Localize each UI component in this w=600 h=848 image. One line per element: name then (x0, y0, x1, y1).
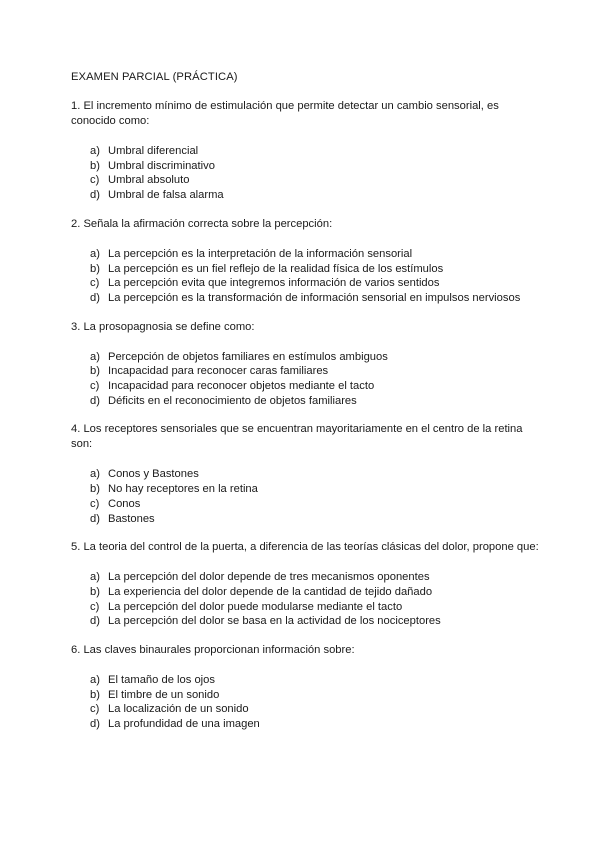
option-text: La percepción es la transformación de información sensorial en impulsos nerviosos (108, 291, 521, 304)
option-item (90, 497, 541, 512)
option-item (90, 673, 541, 688)
option-item (90, 247, 541, 262)
option-letter: d) (90, 394, 100, 407)
option-letter: a) (90, 247, 100, 260)
exam-title: EXAMEN PARCIAL (PRÁCTICA) (71, 71, 238, 83)
option-list (90, 350, 541, 409)
option-text: La percepción es un fiel reflejo de la realidad física de los estímulos (108, 262, 444, 275)
option-item (90, 262, 541, 277)
option-item (90, 688, 541, 703)
option-item (90, 394, 541, 409)
option-text: Conos (108, 497, 141, 510)
option-text: Conos y Bastones (108, 468, 199, 481)
option-text: Umbral de falsa alarma (108, 189, 224, 202)
option-letter: a) (90, 468, 100, 481)
question-text: 2. Señala la afirmación correcta sobre la percepción: (71, 217, 333, 230)
option-text: El timbre de un sonido (108, 688, 220, 701)
option-item (90, 482, 541, 497)
option-text: Incapacidad para reconocer caras familiares (108, 365, 329, 378)
option-text: Incapacidad para reconocer objetos mediante el tacto (108, 380, 375, 393)
option-text: Déficits en el reconocimiento de objetos familiares (108, 394, 357, 407)
option-item (90, 600, 541, 615)
option-item (90, 379, 541, 394)
option-text: No hay receptores en la retina (108, 483, 258, 496)
question-3 (71, 320, 541, 409)
option-letter: b) (90, 159, 100, 172)
option-letter: d) (90, 615, 100, 628)
option-letter: b) (90, 262, 100, 275)
option-text: Percepción de objetos familiares en estímulos ambiguos (108, 350, 388, 363)
option-letter: d) (90, 718, 100, 731)
option-text: La profundidad de una imagen (108, 718, 260, 731)
option-item (90, 614, 541, 629)
option-text: La percepción evita que integremos información de varios sentidos (108, 277, 440, 290)
option-letter: d) (90, 512, 100, 525)
option-letter: c) (90, 277, 100, 290)
option-item (90, 173, 541, 188)
option-letter: b) (90, 365, 100, 378)
option-letter: a) (90, 145, 100, 157)
option-item (90, 350, 541, 365)
option-letter: c) (90, 380, 100, 393)
option-letter: c) (90, 600, 100, 613)
option-list (90, 673, 541, 732)
option-text: El tamaño de los ojos (108, 674, 215, 687)
option-text: La percepción del dolor se basa en la actividad de los nociceptores (108, 615, 441, 628)
option-letter: a) (90, 674, 100, 687)
question-5 (71, 540, 541, 629)
option-text: La percepción del dolor puede modularse mediante el tacto (108, 600, 403, 613)
option-item (90, 467, 541, 482)
question-text: 6. Las claves binaurales proporcionan información sobre: (71, 644, 355, 657)
option-item (90, 188, 541, 203)
option-item (90, 364, 541, 379)
option-list (90, 467, 541, 526)
option-text: La percepción del dolor depende de tres mecanismos oponentes (108, 571, 430, 584)
option-letter: d) (90, 189, 100, 202)
option-item (90, 144, 541, 159)
option-text: La localización de un sonido (108, 703, 249, 716)
option-text: Bastones (108, 512, 155, 525)
question-text: 1. El incremento mínimo de estimulación que permite detectar un cambio sensorial, es conocido como: (71, 100, 499, 127)
question-text: 5. La teoria del control de la puerta, a diferencia de las teorías clásicas del dolor, propone que: (71, 541, 539, 554)
option-item (90, 159, 541, 174)
question-text: 3. La prosopagnosia se define como: (71, 320, 255, 333)
option-text: Umbral absoluto (108, 174, 190, 187)
option-letter: d) (90, 291, 100, 304)
option-letter: a) (90, 350, 100, 363)
option-item (90, 276, 541, 291)
question-1 (71, 99, 541, 203)
option-list (90, 144, 541, 203)
option-item (90, 570, 541, 585)
option-letter: c) (90, 703, 100, 716)
option-item (90, 585, 541, 600)
option-text: La percepción es la interpretación de la información sensorial (108, 247, 413, 260)
option-item (90, 702, 541, 717)
question-text: 4. Los receptores sensoriales que se encuentran mayoritariamente en el centro de la retina son: (71, 423, 523, 451)
option-item (90, 512, 541, 527)
exam-page (71, 70, 541, 746)
option-letter: c) (90, 174, 100, 187)
option-text: La experiencia del dolor depende de la cantidad de tejido dañado (108, 585, 433, 598)
option-list (90, 247, 541, 306)
option-item (90, 717, 541, 732)
option-letter: a) (90, 571, 100, 584)
option-letter: b) (90, 483, 100, 496)
question-2 (71, 217, 541, 306)
option-text: Umbral discriminativo (108, 159, 215, 172)
question-4 (71, 422, 541, 526)
option-letter: b) (90, 688, 100, 701)
option-letter: c) (90, 497, 100, 510)
option-letter: b) (90, 585, 100, 598)
option-list (90, 570, 541, 629)
question-6 (71, 643, 541, 732)
option-text: Umbral diferencial (108, 145, 199, 157)
option-item (90, 291, 541, 306)
